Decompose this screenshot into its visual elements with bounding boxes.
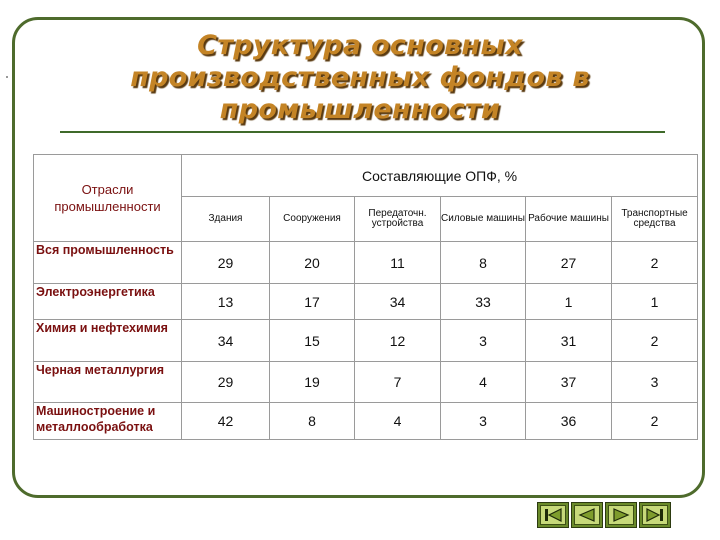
previous-slide-button[interactable] [571, 502, 603, 528]
column-header: Сооружения [270, 197, 355, 242]
next-slide-button[interactable] [605, 502, 637, 528]
table-cell: 37 [526, 362, 612, 403]
table-cell: 3 [612, 362, 698, 403]
triangle-right-icon [612, 508, 630, 522]
column-header: Здания [182, 197, 270, 242]
skip-back-icon [544, 508, 562, 522]
column-header: Силовые машины [441, 197, 526, 242]
row-label: Машиностроение и металлообработка [34, 403, 182, 440]
column-header: Передаточн. устройства [355, 197, 441, 242]
table-cell: 2 [612, 403, 698, 440]
table-cell: 8 [270, 403, 355, 440]
row-label: Химия и нефтехимия [34, 320, 182, 362]
table-row [34, 242, 698, 284]
table-cell: 29 [182, 242, 270, 284]
row-label: Вся промышленность [34, 242, 182, 284]
slide-title: Структура основных производственных фондов в промышленности [130, 30, 590, 125]
table-cell: 2 [612, 242, 698, 284]
last-slide-button[interactable] [639, 502, 671, 528]
table-cell: 4 [441, 362, 526, 403]
table-cell: 34 [182, 320, 270, 362]
decorative-dot [6, 76, 8, 78]
slide-navigation [537, 502, 673, 530]
table-cell: 29 [182, 362, 270, 403]
table-cell: 13 [182, 284, 270, 320]
table-cell: 7 [355, 362, 441, 403]
table-row [34, 284, 698, 320]
column-header: Транспортные средства [612, 197, 698, 242]
table-cell: 31 [526, 320, 612, 362]
title-divider [60, 131, 665, 133]
opf-structure-table [33, 154, 698, 440]
corner-header: Отрасли промышленности [34, 155, 182, 242]
table-cell: 4 [355, 403, 441, 440]
table-header-row [34, 155, 698, 197]
skip-forward-icon [646, 508, 664, 522]
table-cell: 11 [355, 242, 441, 284]
table-cell: 1 [612, 284, 698, 320]
table-cell: 19 [270, 362, 355, 403]
table-cell: 12 [355, 320, 441, 362]
table-cell: 33 [441, 284, 526, 320]
row-label: Электроэнергетика [34, 284, 182, 320]
table-row [34, 403, 698, 440]
table-cell: 8 [441, 242, 526, 284]
table-cell: 1 [526, 284, 612, 320]
table-cell: 3 [441, 320, 526, 362]
table-cell: 20 [270, 242, 355, 284]
table-cell: 42 [182, 403, 270, 440]
table-cell: 27 [526, 242, 612, 284]
group-header: Составляющие ОПФ, % [182, 155, 698, 197]
table-cell: 15 [270, 320, 355, 362]
table-cell: 2 [612, 320, 698, 362]
table-cell: 36 [526, 403, 612, 440]
triangle-left-icon [578, 508, 596, 522]
table-cell: 34 [355, 284, 441, 320]
table-row [34, 320, 698, 362]
table-cell: 17 [270, 284, 355, 320]
table-row [34, 362, 698, 403]
column-header: Рабочие машины [526, 197, 612, 242]
first-slide-button[interactable] [537, 502, 569, 528]
row-label: Черная металлургия [34, 362, 182, 403]
table-cell: 3 [441, 403, 526, 440]
